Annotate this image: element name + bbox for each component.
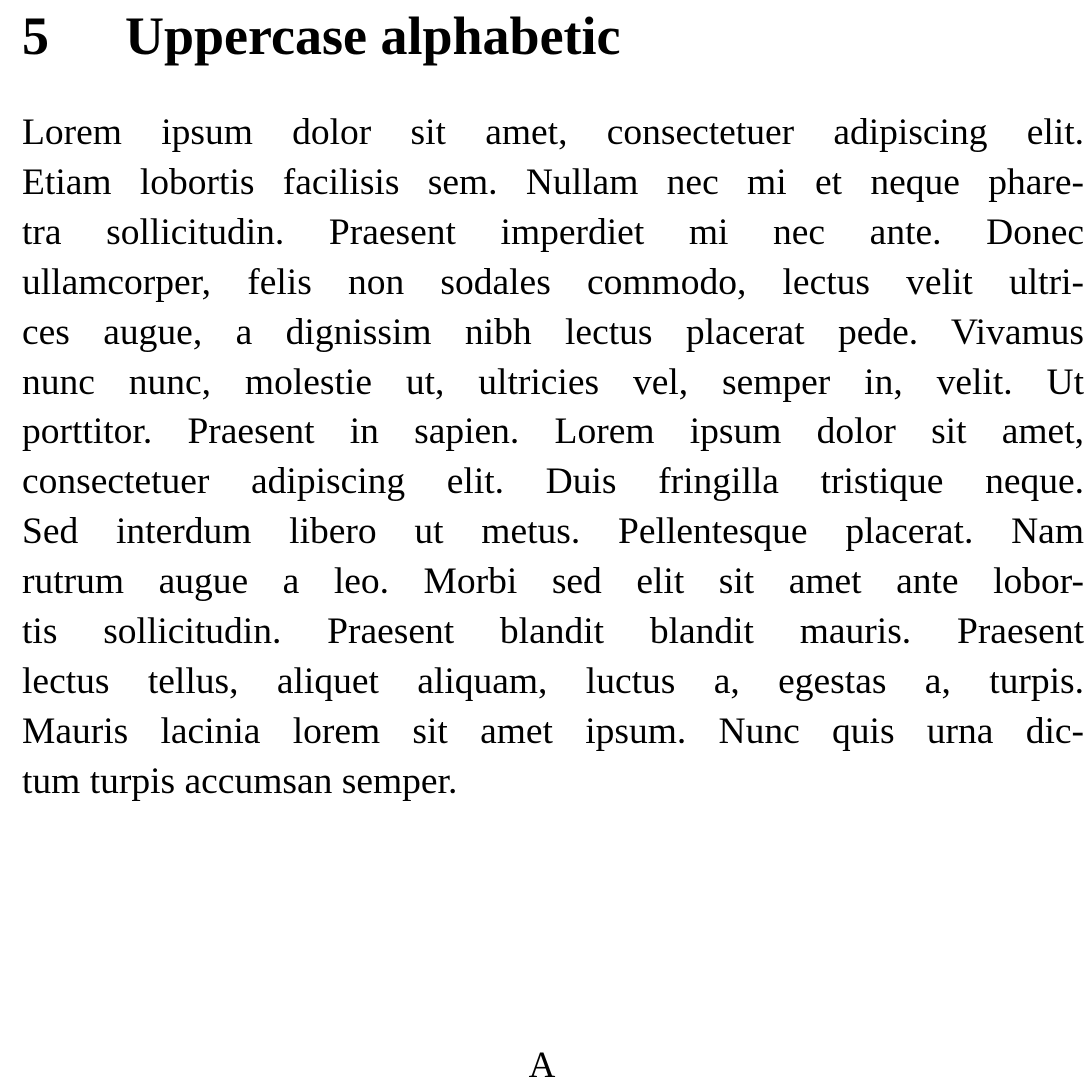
- paragraph-line: Sed interdum libero ut metus. Pellentesque placerat. Nam: [22, 511, 1084, 553]
- paragraph-line: lectus tellus, aliquet aliquam, luctus a, egestas a, turpis.: [22, 660, 1084, 702]
- paragraph-line: Mauris lacinia lorem sit amet ipsum. Nunc quis urna dic-: [22, 710, 1084, 752]
- page-number: A: [528, 1045, 556, 1086]
- paragraph-line: rutrum augue a leo. Morbi sed elit sit amet ante lobor-: [22, 561, 1084, 603]
- paragraph-line: consectetuer adipiscing elit. Duis fringilla tristique neque.: [22, 461, 1084, 503]
- paragraph-line: porttitor. Praesent in sapien. Lorem ipsum dolor sit amet,: [22, 411, 1084, 453]
- body-paragraph: [22, 108, 1084, 807]
- paragraph-line: tis sollicitudin. Praesent blandit blandit mauris. Praesent: [22, 611, 1084, 653]
- section-title: Uppercase alphabetic: [125, 6, 621, 66]
- paragraph-line-last: tum turpis accumsan semper.: [22, 760, 458, 802]
- paragraph-line: Etiam lobortis facilisis sem. Nullam nec mi et neque phare-: [22, 161, 1084, 203]
- paragraph-line: Lorem ipsum dolor sit amet, consectetuer adipiscing elit.: [22, 112, 1084, 153]
- section-heading: [22, 4, 621, 68]
- section-number: 5: [22, 6, 49, 66]
- paragraph-line: nunc nunc, molestie ut, ultricies vel, semper in, velit. Ut: [22, 361, 1084, 403]
- paragraph-line: tra sollicitudin. Praesent imperdiet mi nec ante. Donec: [22, 211, 1084, 253]
- paragraph-line: ces augue, a dignissim nibh lectus placerat pede. Vivamus: [22, 311, 1084, 353]
- paragraph-line: ullamcorper, felis non sodales commodo, lectus velit ultri-: [22, 261, 1084, 303]
